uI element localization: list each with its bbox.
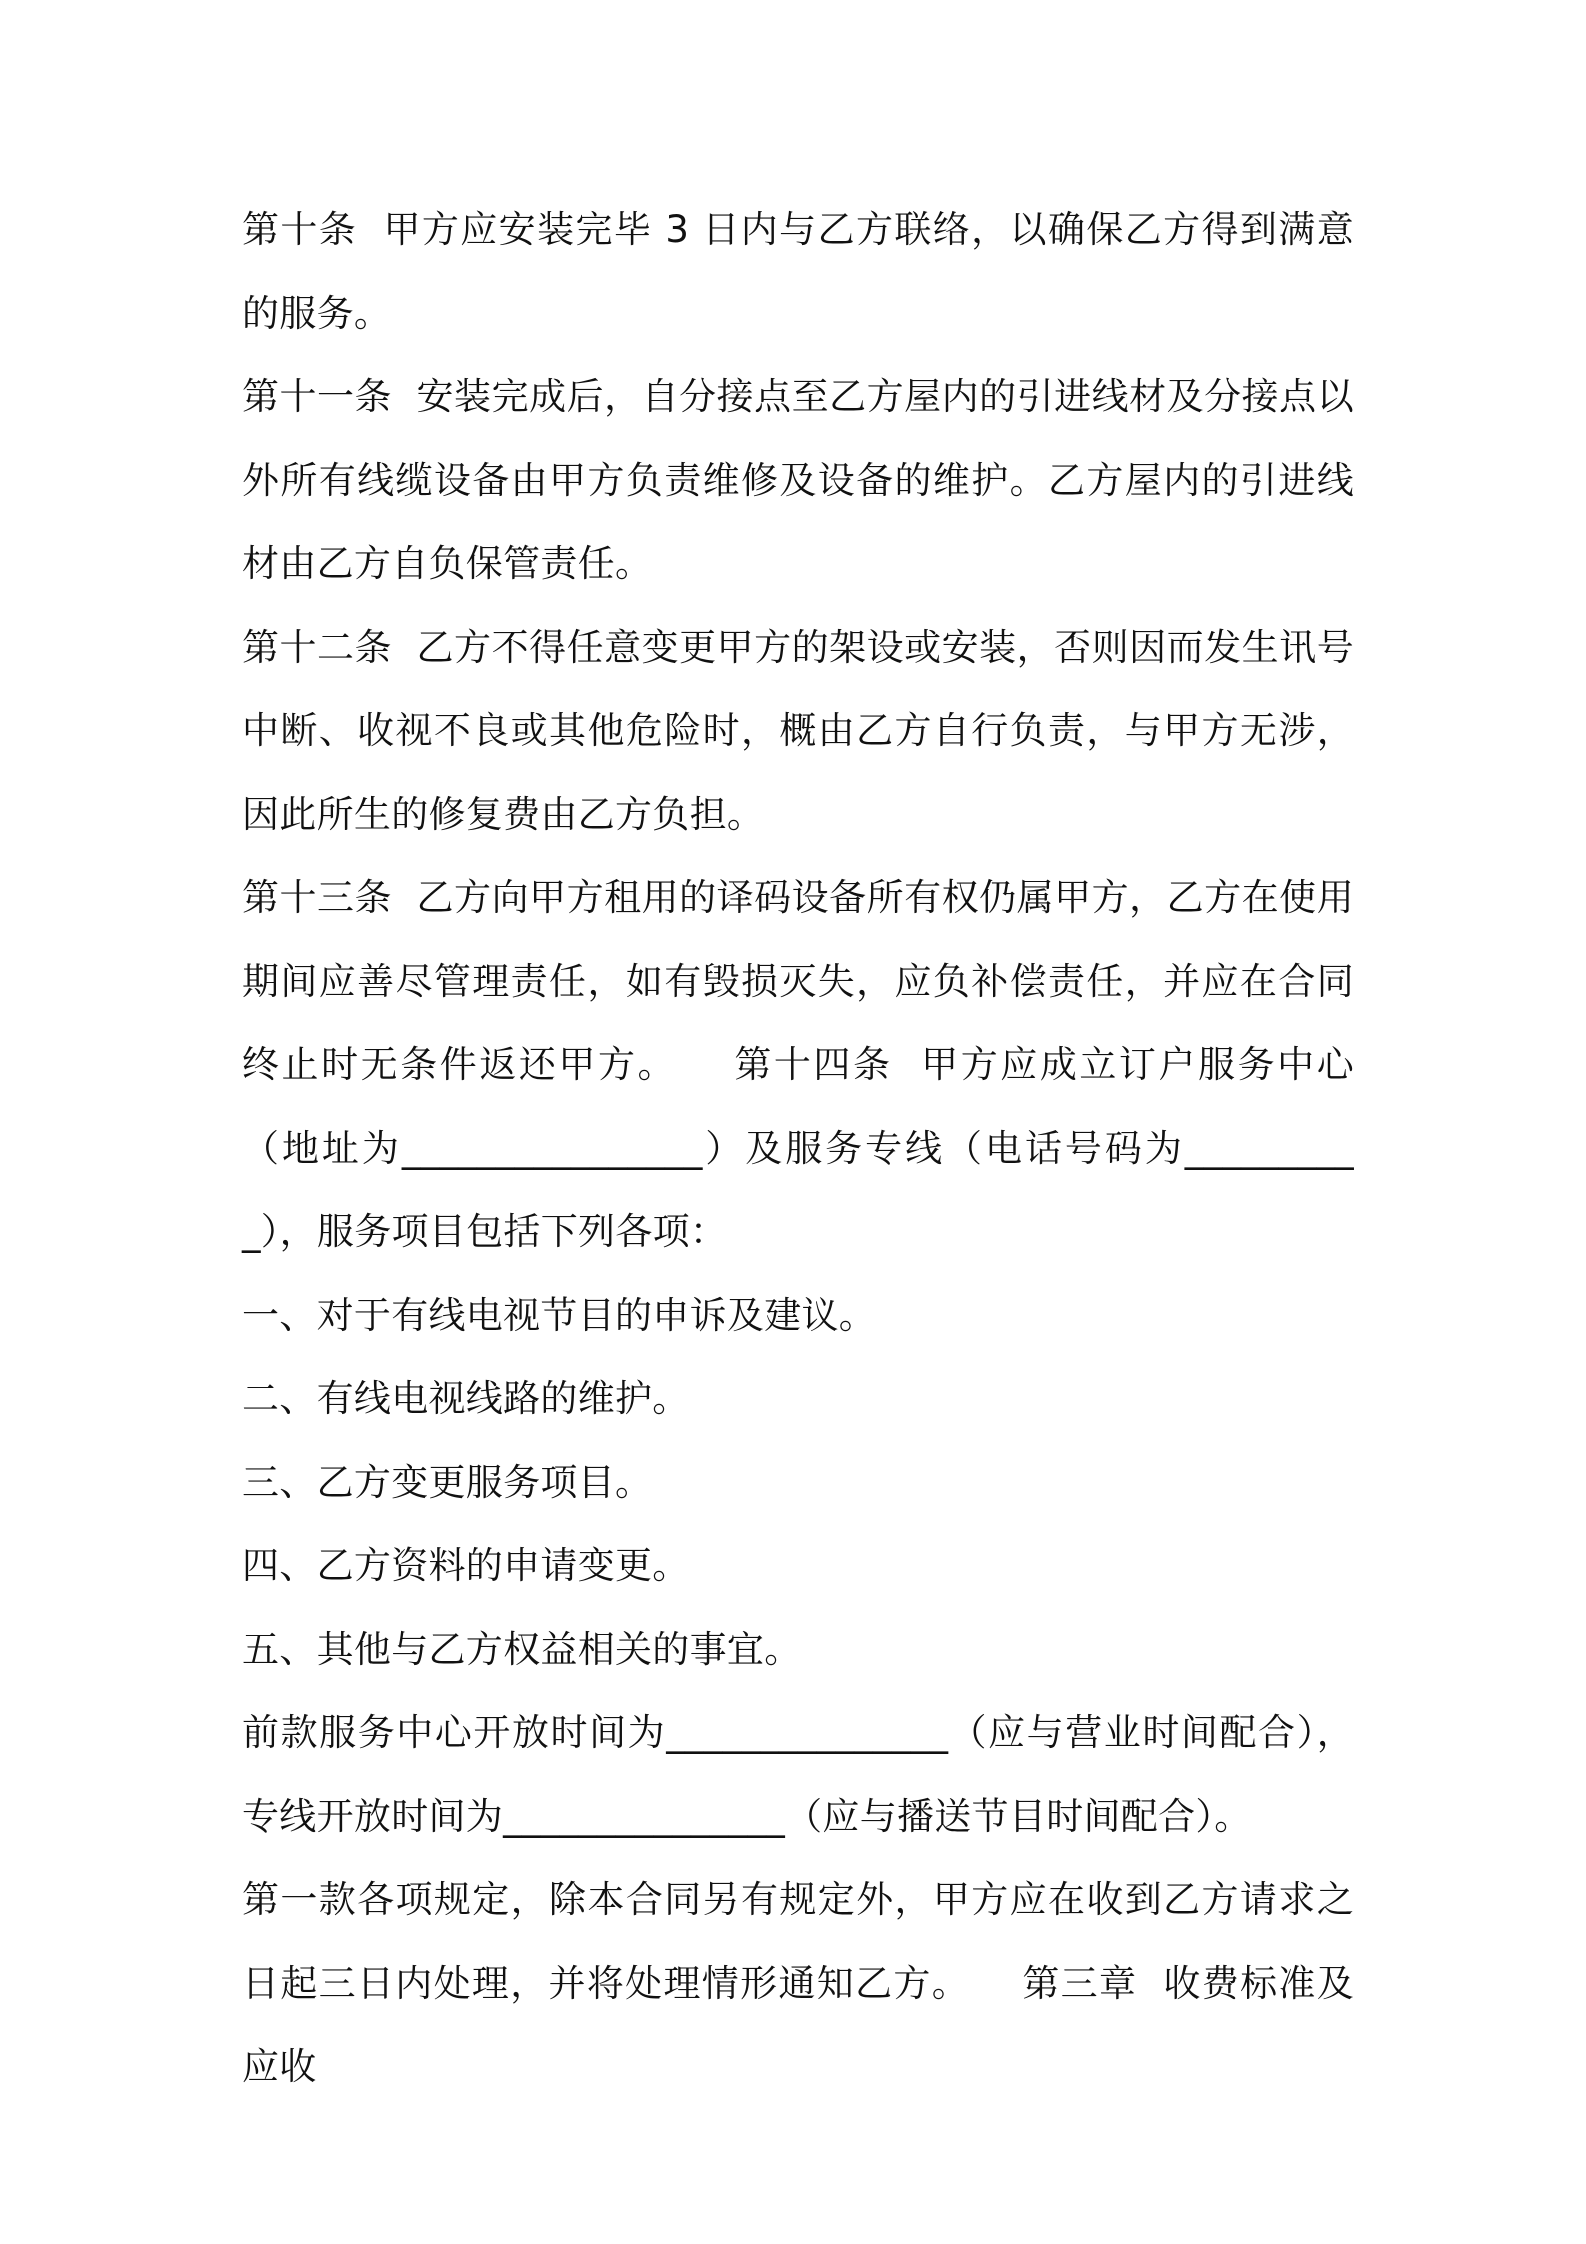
service-item-1: 一、对于有线电视节目的申诉及建议。 [242,1293,877,1337]
processing-clause: 第一款各项规定，除本合同另有规定外，甲方应在收到乙方请求之日起三日内处理，并将处理情形通知乙方。 第三章 收费标准及应收 [242,1878,1354,2088]
service-item-3: 三、乙方变更服务项目。 [242,1460,653,1504]
clause-11: 第十一条 安装完成后，自分接点至乙方屋内的引进线材及分接点以外所有线缆设备由甲方负责维修及设备的维护。乙方屋内的引进线材由乙方自负保管责任。 [242,375,1354,585]
service-item-2: 二、有线电视线路的维护。 [242,1377,690,1420]
clause-12: 第十二条 乙方不得任意变更甲方的架设或安装，否则因而发生讯号中断、收视不良或其他危险时，概由乙方自行负责，与甲方无涉，因此所生的修复费由乙方负担。 [242,625,1354,836]
service-item-5: 五、其他与乙方权益相关的事宜。 [242,1627,802,1671]
service-hours: 前款服务中心开放时间为_______________（应与营业时间配合），专线开放时间为_______________（应与播送节目时间配合）。 [242,1711,1354,1838]
service-item-4: 四、乙方资料的申请变更。 [242,1544,690,1587]
document-body [242,188,1354,2109]
clause-13-14: 第十三条 乙方向甲方租用的译码设备所有权仍属甲方，乙方在使用期间应善尽管理责任，如有毁损灭失，应负补偿责任，并应在合同终止时无条件返还甲方。 第十四条 甲方应成立订户服务中心（地址为________________）及服务专线（电话号码为__________），服务项目包括下列各项： [242,876,1354,1253]
clause-10: 第十条 甲方应安装完毕 3 日内与乙方联络，以确保乙方得到满意的服务。 [242,208,1354,335]
